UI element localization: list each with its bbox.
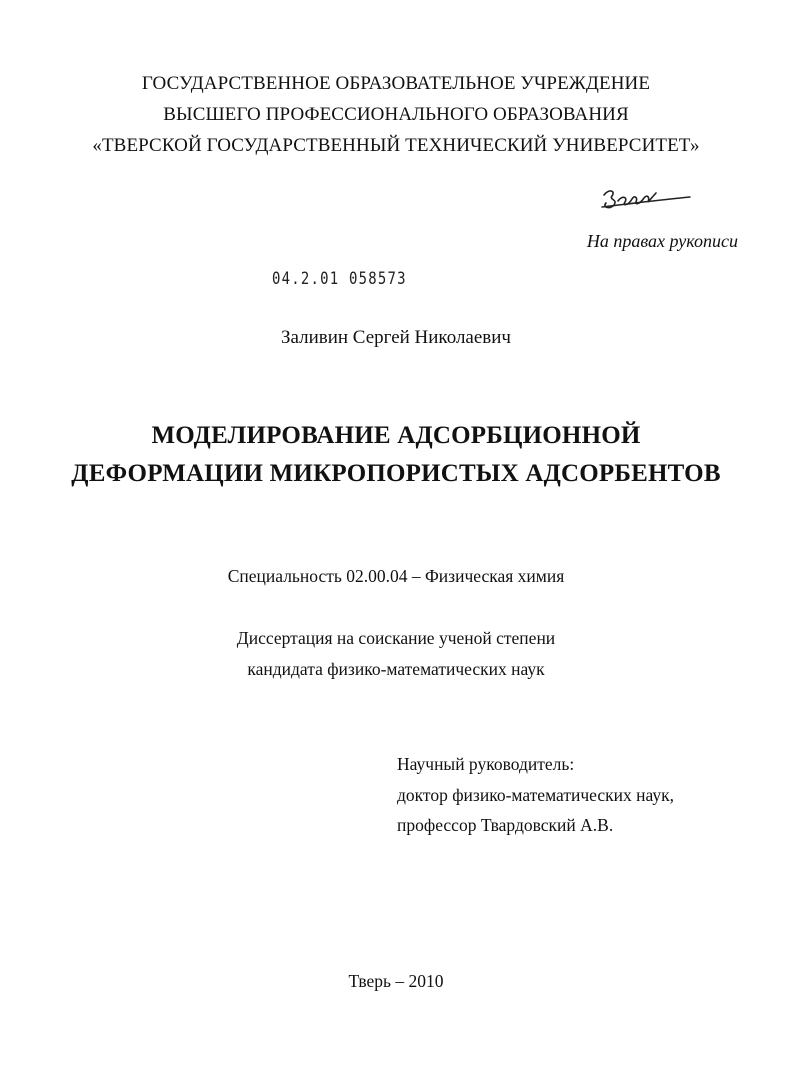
specialty: Специальность 02.00.04 – Физическая химия <box>227 566 565 586</box>
city-year: Тверь – 2010 <box>348 971 444 991</box>
registration-stamp: 04.2.01 058573 <box>272 269 407 289</box>
degree-line-1: Диссертация на соискание ученой степени <box>236 628 556 648</box>
supervisor-name: профессор Твардовский А.В. <box>397 815 614 835</box>
supervisor-label: Научный руководитель: <box>397 754 575 774</box>
manuscript-note: На правах рукописи <box>586 231 738 251</box>
dissertation-title-line-2: ДЕФОРМАЦИИ МИКРОПОРИСТЫХ АДСОРБЕНТОВ <box>71 460 721 487</box>
author-name: Заливин Сергей Николаевич <box>280 327 511 348</box>
degree-line-2: кандидата физико-математических наук <box>247 659 545 679</box>
dissertation-title-line-1: МОДЕЛИРОВАНИЕ АДСОРБЦИОННОЙ <box>151 422 641 449</box>
institution-line-3: «ТВЕРСКОЙ ГОСУДАРСТВЕННЫЙ ТЕХНИЧЕСКИЙ УНИВЕРСИТЕТ» <box>92 135 700 156</box>
handwritten-signature <box>598 185 698 217</box>
supervisor-degree: доктор физико-математических наук, <box>397 785 674 805</box>
institution-line-2: ВЫСШЕГО ПРОФЕССИОНАЛЬНОГО ОБРАЗОВАНИЯ <box>163 104 629 125</box>
institution-line-1: ГОСУДАРСТВЕННОЕ ОБРАЗОВАТЕЛЬНОЕ УЧРЕЖДЕНИЕ <box>141 73 651 94</box>
